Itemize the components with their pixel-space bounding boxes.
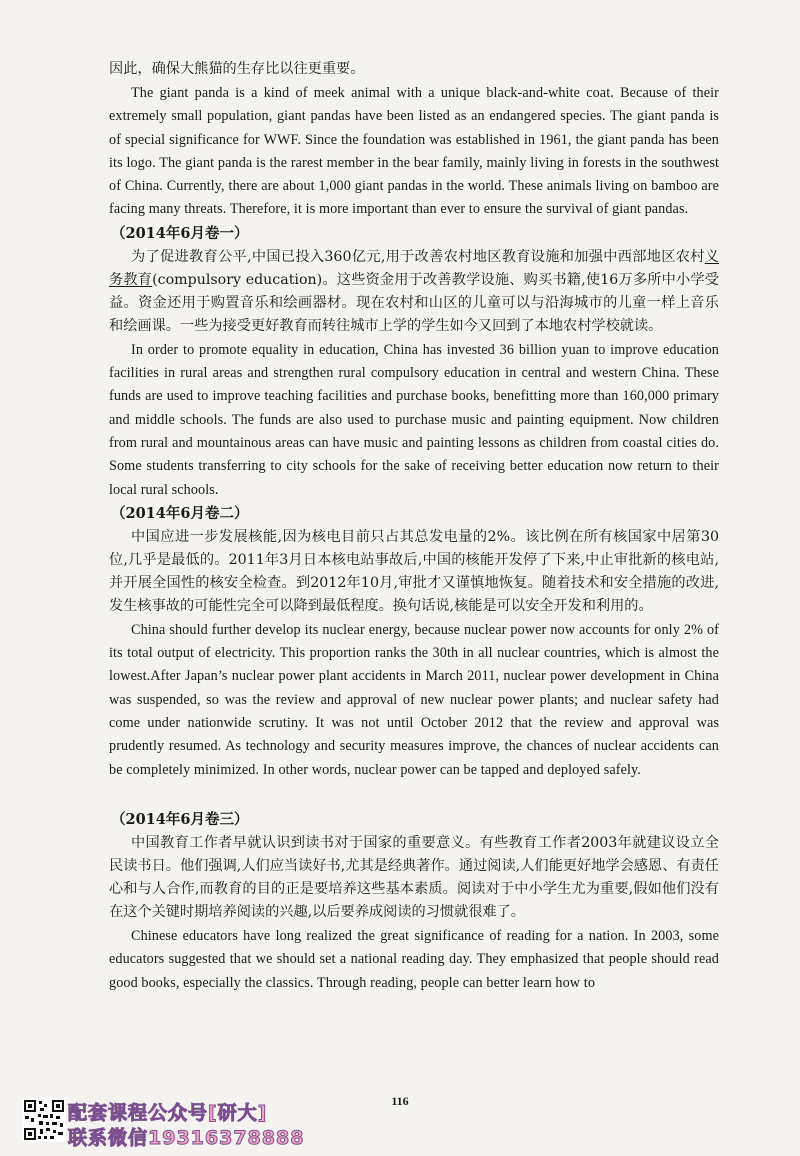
footer-ad-line-2: 联系微信19316378888 (68, 1127, 305, 1149)
text-column (109, 58, 719, 995)
section-2 (109, 502, 719, 782)
section-1 (109, 222, 719, 502)
intro-en-paragraph: The giant panda is a kind of meek animal with a unique black-and-white coat. Because of their extremely small population, giant pandas have been listed as an endangered species. The giant panda is of special significance for WWF. Since the foundation was established in 1961, the giant panda has been its logo. The giant panda is the rarest member in the bear family, mainly living in forests in the southwest of China. Currently, there are about 1,000 giant pandas in the world. These animals living on bamboo are facing many threats. Therefore, it is more important than ever to ensure the survival of giant pandas. (109, 85, 719, 218)
cn-text-after: (compulsory education)。这些资金用于改善教学设施、购买书籍,使16万多所中小学受益。资金还用于购置音乐和绘画器材。现在农村和山区的儿童可以与沿海城市的儿童一样上音乐和绘画课。一些为接受更好教育而转往城市上学的学生如今又回到了本地农村学校就读。 (109, 271, 719, 334)
section-en-paragraph: In order to promote equality in education, China has invested 36 billion yuan to improve education facilities in rural areas and strengthen rural compulsory education in central and western China. These funds are used to improve teaching facilities and purchase books, benefitting more than 160,000 primary and middle schools. The funds are also used to purchase music and painting equipment. Now children from rural and mountainous areas can have music and painting lessons as children from coastal cities do. Some students transferring to city schools for the sake of receiving better education now return to their local rural schools. (109, 341, 719, 498)
footer-watermark (22, 1098, 312, 1150)
qr-code-icon (22, 1098, 66, 1142)
footer-ad-line-1: 配套课程公众号[研大] (68, 1102, 268, 1124)
cn-text-before: 为了促进教育公平,中国已投入360亿元,用于改善农村地区教育设施和加强中西部地区农村 (131, 248, 705, 265)
section-heading: （2014年6月卷一） (111, 224, 249, 242)
section-cn-paragraph: 中国应进一步发展核能,因为核电目前只占其总发电量的2%。该比例在所有核国家中居第30位,几乎是最低的。2011年3月日本核电站事故后,中国的核能开发停了下来,中止审批新的核电站,并开展全国性的核安全检查。到2012年10月,审批才又谨慎地恢复。随着技术和安全措施的改进,发生核事故的可能性完全可以降到最低程度。换句话说,核能是可以安全开发和利用的。 (109, 528, 719, 614)
page-number: 116 (391, 1094, 409, 1108)
section-cn-paragraph (109, 246, 719, 338)
section-heading: （2014年6月卷二） (111, 504, 249, 522)
section-en-paragraph: Chinese educators have long realized the great significance of reading for a nation. In 2003, some educators suggested that we should set a national reading day. They emphasized that people should read good books, especially the classics. Through reading, people can better learn how to (109, 927, 719, 991)
intro-cn-tail: 因此，确保大熊猫的生存比以往更重要。 (109, 61, 365, 77)
section-heading: （2014年6月卷三） (111, 810, 249, 828)
underlined-term: 义务教育 (109, 248, 719, 288)
section-en-paragraph: China should further develop its nuclear energy, because nuclear power now accounts for only 2% of its total output of electricity. This proportion ranks the 30th in all nuclear countries, which is almost the lowest.After Japan’s nuclear power plant accidents in March 2011, nuclear power development in China was suspended, so was the review and approval of new nuclear power plants; and nuclear safety had come under nationwide scrutiny. It was not until October 2012 that the review and approval was prudently resumed. As technology and security measures improve, the chances of nuclear accidents can be completely minimized. In other words, nuclear power can be tapped and deployed safely. (109, 621, 719, 778)
section-3 (109, 808, 719, 995)
section-cn-paragraph: 中国教育工作者早就认识到读书对于国家的重要意义。有些教育工作者2003年就建议设立全民读书日。他们强调,人们应当读好书,尤其是经典著作。通过阅读,人们能更好地学会感恩、有责任心和与人合作,而教育的目的正是要培养这些基本素质。阅读对于中小学生尤为重要,假如他们没有在这个关键时期培养阅读的兴趣,以后要养成阅读的习惯就很难了。 (109, 834, 719, 920)
